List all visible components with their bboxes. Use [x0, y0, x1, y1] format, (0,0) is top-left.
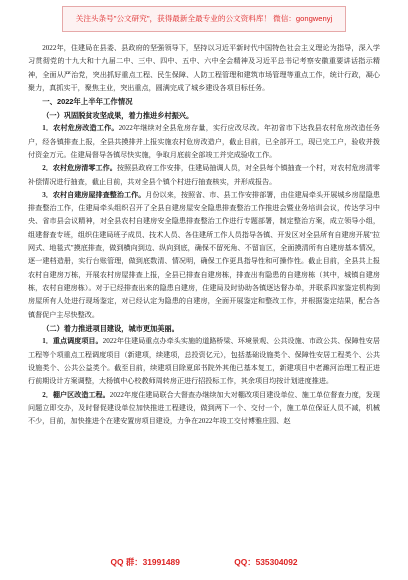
qq-group: QQ 群：31991489 [110, 557, 180, 567]
paragraph-self-built [28, 189, 380, 322]
item-body: 2022年住建局重点办牵头实施的道路桥梁、环境景观、公共设施、市政公共、保障性安居工程等个项重点工程调度项目（新建项，续建项，总投资亿元），包括基础设施类个、保障性安居工程类个、公共设施类个、公共公益类个。截至目前，续建项目除夏邱书院外其他已基本复工，新建项目中老濉河治理工程正进行前期设计方案调整，大杨镇中心校教师周转房正进行招投标工作，其余项目均按计划进度推进。 [28, 337, 381, 386]
promo-banner: 关注头条号"公文研究"，获得最新全最专业的公文资料库！ 微信：gongwenyj [62, 6, 346, 32]
paragraph-key-projects [28, 335, 380, 388]
item-lead: 2．棚户区改造工程。 [42, 390, 110, 399]
paragraph-clearance [28, 162, 380, 189]
item-body: 2022年度住建局联合大督查办继续加大对棚改项目建设单位、施工单位督查力度，发现问题立即交办，及时督促建设单位加快推进工程建设，做到两下一个、交付一个，施工单位保证人员不减，机械不少，目前，加快推进个在建安置房项目建设，力争在2022年竣工交付博雅庄园、赵 [28, 390, 380, 426]
intro-paragraph: 2022年，住建局在县委、县政府的坚强领导下，坚持以习近平新时代中国特色社会主义理论为指导，深入学习贯彻党的十九大和十九届二中、三中、四中、五中、六中全会精神及习近平总书记考察安徽重要讲话指示精神，全面从严治党，突出抓好重点工程、民生保障、人防工程管理和建筑市场管理等重点工作，统计行政，凝心聚力，真抓实干，聚焦主业，突出重点，圆满完成了城乡建设各项目标任务。 [28, 44, 380, 92]
paragraph-rural-housing [28, 122, 380, 162]
qq-number: QQ：535304092 [234, 557, 298, 567]
item-body: 月份以来，按照省、市、县工作安排部署，由住建局牵头开展城乡房屋隐患排查整治工作，住建局牵头组织召开了全县自建房屋安全隐患排查整治工作推进会暨业务培训会议，传达学习中央、省市县会议精神，对全县农村自建房安全隐患排查整治工作进行专题部署，制定整治方案，成立领导小组，组建督查专班，组织住建局班子成员、技术人员、各住建所工作人员指导各镇、开发区对全县所有自建房开展"拉网式、地毯式"摸底排查，做到横向到边、纵向到底，确保不留死角、不留盲区，全面摸清所有自建房基本情况，逐一建档造册，实行台账管理，做到底数清、情况明，确保工作更具指导性和可操作性。截止目前，全县共上报农村自建房万栋，开展农村房屋排查上报，全县已排查自建房栋，排查出有隐患的自建房栋（其中，城镇自建房栋，农村自建房栋）。对于已经排查出来的隐患自建房，住建局及时协助各镇逐达督办单，并联系四家鉴定机构到房屋所有人处进行现场鉴定，对已经认定为隐患的自建房，全面开展鉴定和整改工作，并根据鉴定结果，配合各镇督促户主尽快整改。 [28, 190, 381, 319]
document-body [28, 42, 380, 429]
contact-footer [0, 556, 408, 568]
item-lead: 1．农村危房改造工作。 [42, 124, 119, 133]
subsection-heading-2: （二）着力推进项目建设，城市更加美丽。 [42, 323, 179, 333]
item-lead: 2．农村危房清零工作。 [42, 164, 117, 173]
item-body: 2022年继续对全县危房存量，实行应改尽改。年初省市下达我县农村危房改造任务户，经各镇排查上报，全县共摸排并上报实施农村危房改造户，截止目前，已全部开工，现已完工户，验收并拨付资金万元。住建局督导各镇尽快实施，争取月底前全部竣工并完成验收工作。 [28, 124, 381, 159]
item-body: 按照县政府工作安排，住建局抽调人员，对全县每个镇抽查一个村，对农村危房清零补偿情况进行抽查，截止目前，共对全县个镇个村进行抽查核实，并形成报告。 [28, 164, 380, 186]
item-lead: 3．农村自建房屋排查整治工作。 [42, 190, 146, 199]
section-heading: 一、2022年上半年工作情况 [42, 97, 133, 107]
item-lead: 1．重点调度项目。 [42, 337, 103, 346]
paragraph-shantytown [28, 389, 380, 429]
subsection-heading-1: （一）巩固脱贫攻坚成果，着力推进乡村振兴。 [42, 110, 194, 120]
